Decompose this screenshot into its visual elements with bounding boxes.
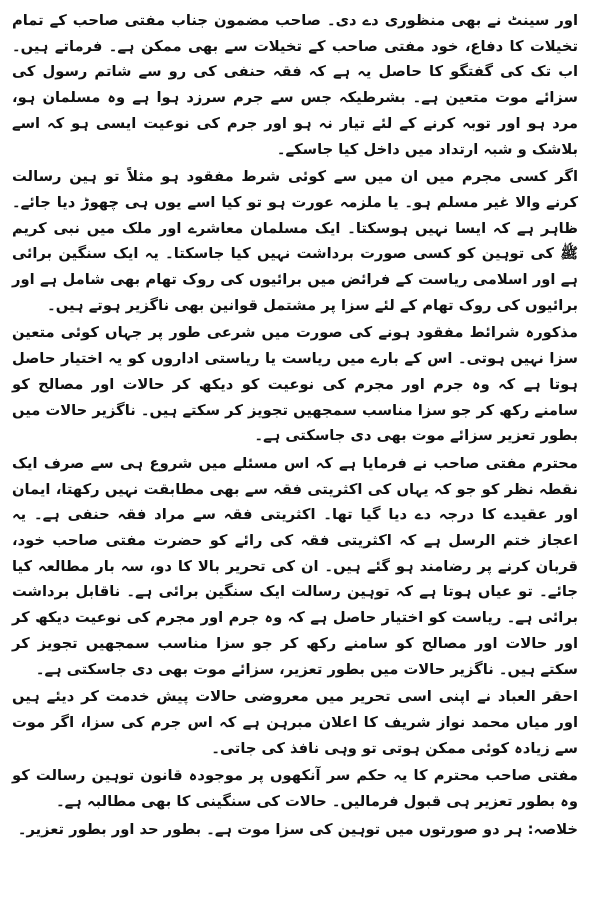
paragraph: احقر العباد نے اپنی اسی تحریر میں معروضی حالات پیش خدمت کر دیئے ہیں اور میاں محمد نواز شریف کا اعلان مبرہن ہے کہ اس جرم کی سزا، اگر موت سے زیادہ کوئی ممکن ہوتی تو وہی نافذ کی جاتی۔ [12, 688, 578, 757]
paragraph: محترم مفتی صاحب نے فرمایا ہے کہ اس مسئلے میں شروع ہی سے صرف ایک نقطہ نظر کو جو کہ یہاں کی اکثریتی فقہ سے بھی مطابقت نہیں رکھتا، ایمان اور عقیدے کا درجہ دے دیا گیا تھا۔ اکثریتی فقہ سے مراد فقہ حنفی ہے۔ یہ اعجاز ختم الرسل ہے کہ اکثریتی فقہ کی رائے کو حضرت مفتی صاحب خود، قربان کرنے پر رضامند ہو گئے ہیں۔ ان کی تحریر بالا کا دو، سہ بار مطالعہ کیا جائے۔ تو عیاں ہوتا ہے کہ توہین رسالت ایک سنگین برائی ہے۔ ناقابل برداشت برائی ہے۔ ریاست کو اختیار حاصل ہے کہ وہ جرم اور مجرم کی نوعیت دیکھ کر اور حالات اور مصالح کو سامنے رکھ کر جو سزا مناسب سمجھیں تجویز کر سکتے ہیں۔ ناگزیر حالات میں بطور تعزیر، سزائے موت بھی دی جاسکتی ہے۔ [12, 454, 578, 678]
paragraph: اور سینٹ نے بھی منظوری دے دی۔ صاحب مضمون جناب مفتی صاحب کے تمام تخیلات کا دفاع، خود مفتی صاحب کے تخیلات سے بھی ممکن ہے۔ فرماتے ہیں۔ اب تک کی گفتگو کا حاصل یہ ہے کہ فقہ حنفی کی رو سے شاتم رسول کی سزائے موت متعین ہے۔ بشرطیکہ جس سے جرم سرزد ہوا ہے وہ مسلمان ہو، مرد ہو اور توبہ کرنے کے لئے تیار نہ ہو اور جرم کی نوعیت ایسی ہو کہ اسے بلاشک و شبہ ارتداد میں داخل کیا جاسکے۔ [12, 12, 578, 158]
summary-paragraph: خلاصہ: ہر دو صورتوں میں توہین کی سزا موت ہے۔ بطور حد اور بطور تعزیر۔ [17, 820, 578, 838]
paragraph: مفتی صاحب محترم کا یہ حکم سر آنکھوں پر موجودہ قانون توہین رسالت کو وہ بطور تعزیر ہی قبول فرمالیں۔ حالات کی سنگینی کا بھی مطالبہ ہے۔ [12, 767, 578, 811]
paragraph: مذکورہ شرائط مفقود ہونے کی صورت میں شرعی طور پر جہاں کوئی متعین سزا نہیں ہوتی۔ اس کے بارے میں ریاست یا ریاستی اداروں کو یہ اختیار حاصل ہوتا ہے کہ وہ جرم اور مجرم کی نوعیت کو دیکھ کر حالات اور مصالح کو سامنے رکھ کر جو سزا مناسب سمجھیں تجویز کر سکتے ہیں۔ ناگزیر حالات میں بطور تعزیر سزائے موت بھی دی جاسکتی ہے۔ [12, 324, 578, 445]
paragraph: اگر کسی مجرم میں ان میں سے کوئی شرط مفقود ہو مثلاً تو ہین رسالت کرنے والا غیر مسلم ہو۔ یا ملزمہ عورت ہو تو کیا اسے یوں ہی چھوڑ دیا جائے۔ ظاہر ہے کہ ایسا نہیں ہوسکتا۔ ایک مسلمان معاشرے اور ملک میں نبی کریم ﷺ کی توہین کو کسی صورت برداشت نہیں کیا جاسکتا۔ یہ ایک سنگین برائی ہے اور اسلامی ریاست کے فرائض میں برائیوں کی روک تھام بھی شامل ہے اور برائیوں کی روک تھام کے لئے سزا پر مشتمل قوانین بھی ناگزیر ہوتے ہیں۔ [12, 168, 578, 314]
